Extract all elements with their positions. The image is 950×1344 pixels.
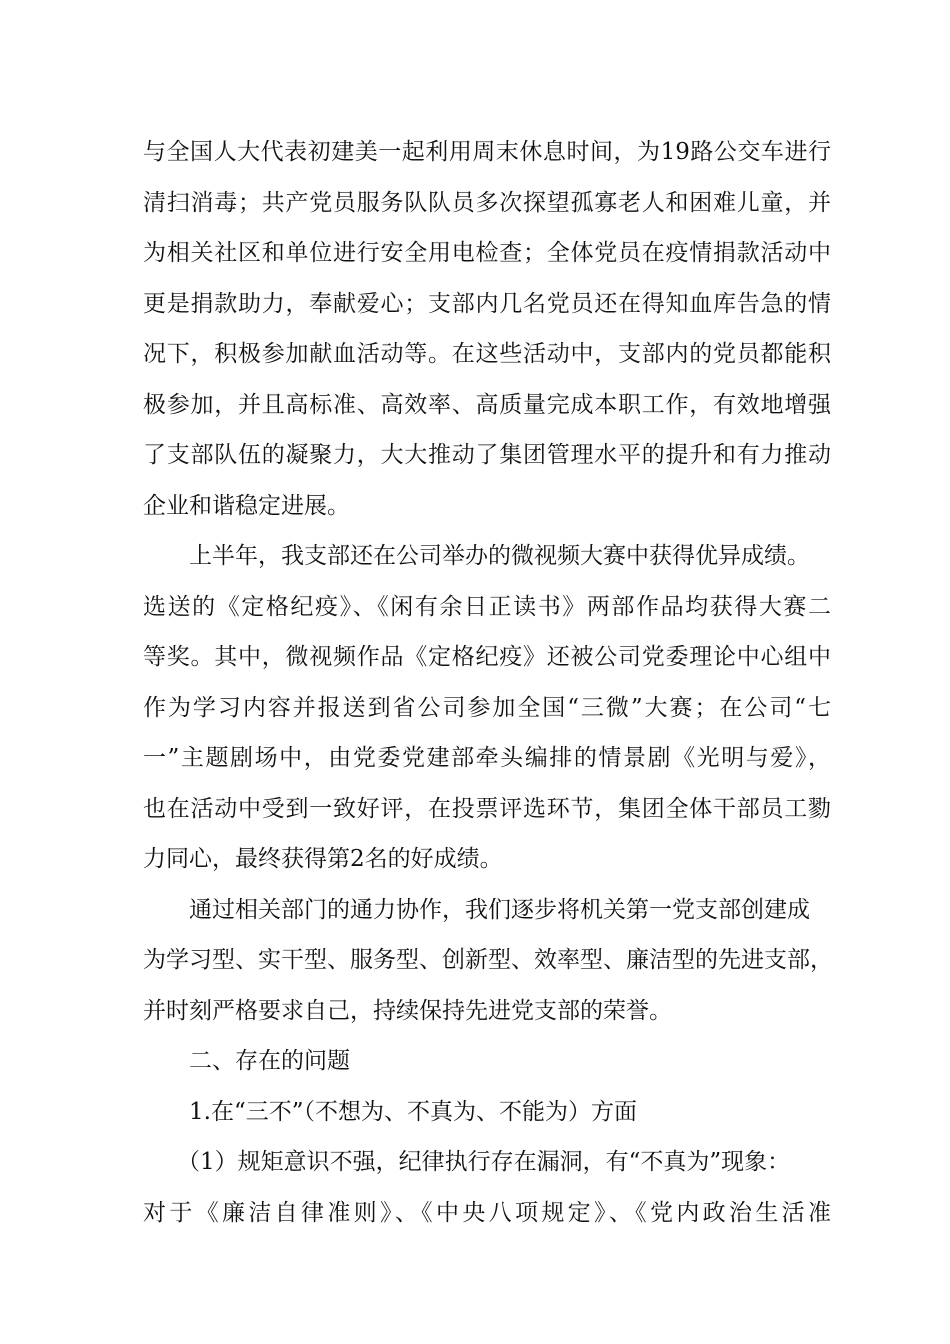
text-line: 力同心，最终获得第2名的好成绩。 bbox=[143, 846, 503, 872]
text-line: 与全国人大代表初建美一起利用周末休息时间，为19路公交车进行 bbox=[143, 139, 831, 165]
text-line: 更是捐款助力，奉献爱心；支部内几名党员还在得知血库告急的情 bbox=[143, 290, 831, 317]
text-line: 为相关社区和单位进行安全用电检查；全体党员在疫情捐款活动中 bbox=[143, 240, 831, 266]
text-line: （1）规矩意识不强，纪律执行存在漏洞，有“不真为”现象： bbox=[177, 1149, 791, 1175]
section-heading: 二、存在的问题 bbox=[189, 1048, 350, 1074]
text-line: 通过相关部门的通力协作，我们逐步将机关第一党支部创建成 bbox=[189, 896, 810, 923]
text-line: 等奖。其中，微视频作品《定格纪疫》还被公司党委理论中心组中 bbox=[143, 644, 831, 670]
text-line: 为学习型、实干型、服务型、创新型、效率型、廉洁型的先进支部， bbox=[143, 947, 833, 973]
subsection-heading: 1.在“三不”（不想为、不真为、不能为）方面 bbox=[189, 1098, 637, 1125]
text-line: 对于《廉洁自律准则》、《中央八项规定》、《党内政治生活准 bbox=[143, 1199, 831, 1226]
text-line: 一”主题剧场中，由党委党建部牵头编排的情景剧《光明与爱》， bbox=[143, 745, 831, 771]
text-line: 了支部队伍的凝聚力，大大推动了集团管理水平的提升和有力推动 bbox=[143, 442, 831, 468]
text-line: 作为学习内容并报送到省公司参加全国“三微”大赛；在公司“七 bbox=[143, 694, 831, 721]
text-line: 选送的《定格纪疫》、《闲有余日正读书》两部作品均获得大赛二 bbox=[143, 593, 831, 620]
text-line: 也在活动中受到一致好评，在投票评选环节，集团全体干部员工勠 bbox=[143, 795, 831, 822]
text-line: 上半年，我支部还在公司举办的微视频大赛中获得优异成绩。 bbox=[189, 543, 810, 569]
text-line: 清扫消毒；共产党员服务队队员多次探望孤寡老人和困难儿童，并 bbox=[143, 189, 831, 216]
text-line: 极参加，并且高标准、高效率、高质量完成本职工作，有效地增强 bbox=[143, 391, 831, 418]
text-line: 企业和谐稳定进展。 bbox=[143, 492, 350, 519]
document-body bbox=[143, 127, 831, 1238]
text-line: 况下，积极参加献血活动等。在这些活动中，支部内的党员都能积 bbox=[143, 341, 831, 367]
text-line: 并时刻严格要求自己，持续保持先进党支部的荣誉。 bbox=[143, 997, 672, 1024]
